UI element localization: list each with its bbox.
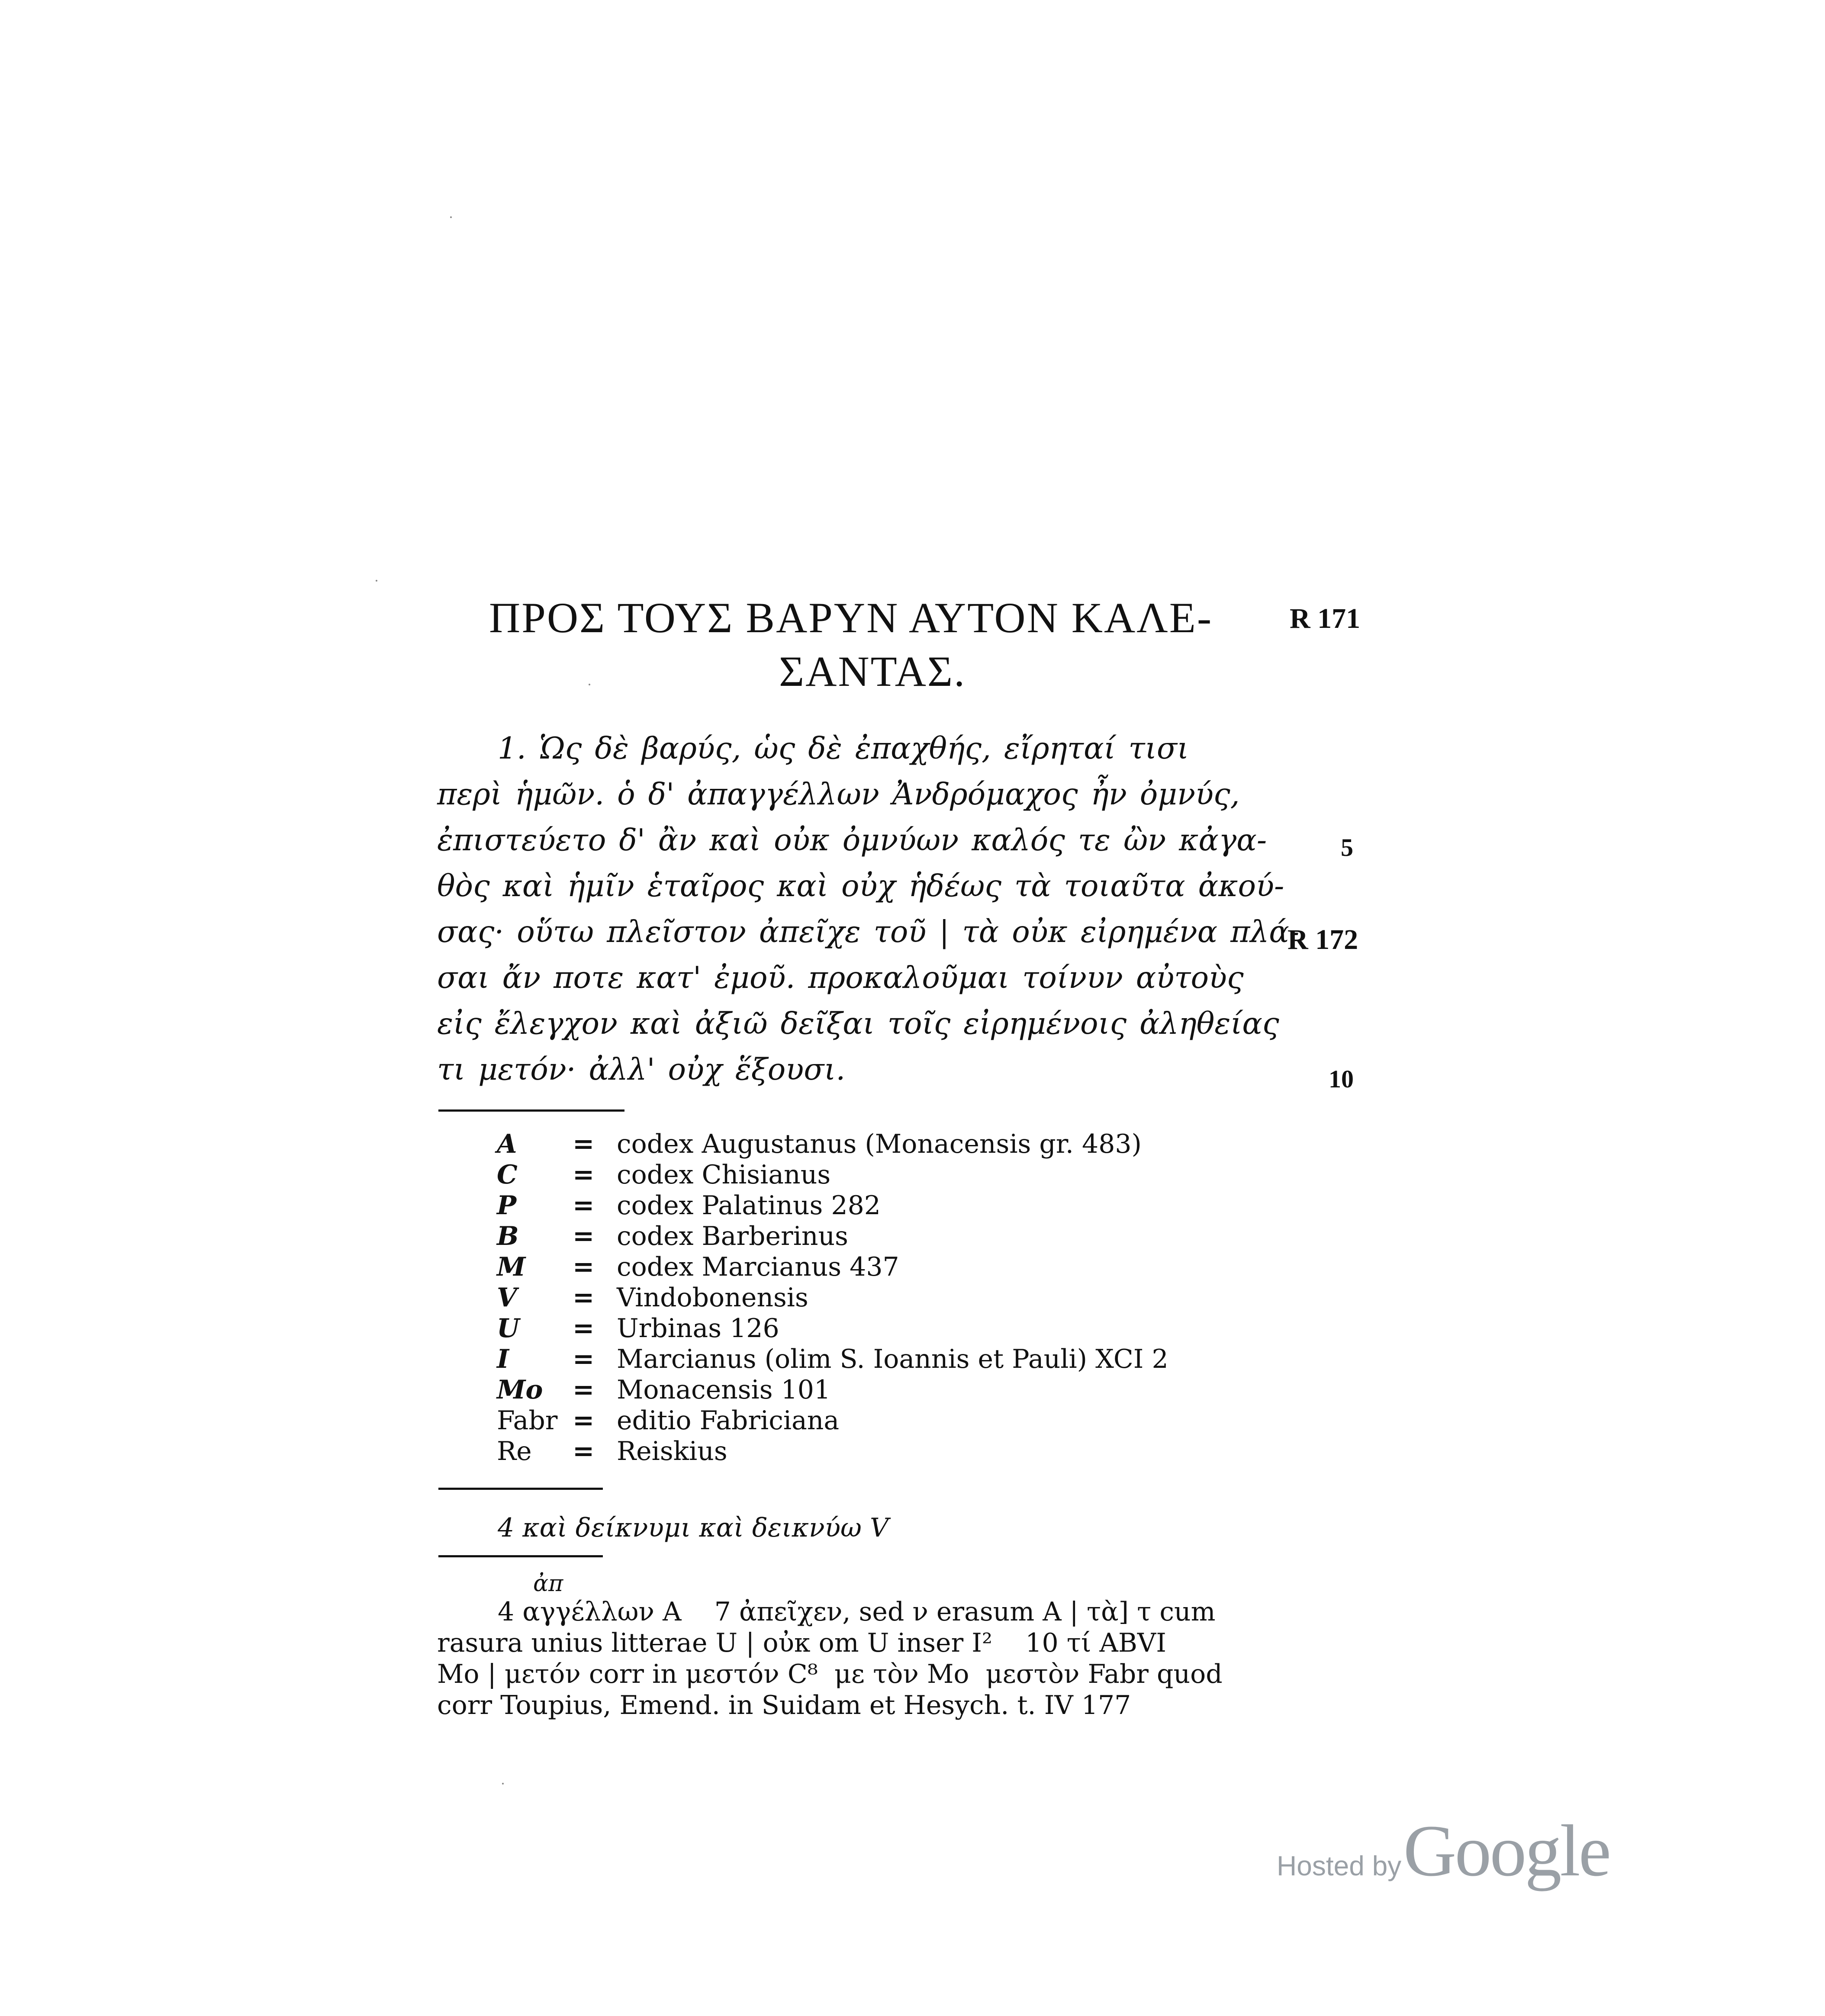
- sigla-row: [497, 1282, 1168, 1313]
- apparatus-superscript: ἀπ: [533, 1571, 563, 1597]
- siglum: C: [497, 1159, 518, 1190]
- apparatus-note-1: [498, 1513, 888, 1543]
- sigla-row: [497, 1159, 1168, 1190]
- apparatus-line-4: corr Toupius, Emend. in Suidam et Hesych. t. IV 177: [437, 1690, 1131, 1720]
- divider-rule: [438, 1488, 603, 1490]
- apparatus-line-1: 4 αγγέλλων A 7 ἀπεῖχεν, sed ν erasum A | τὰ] τ cum: [498, 1597, 1216, 1627]
- equals-sign: =: [573, 1405, 595, 1436]
- line-number-10: 10: [1329, 1065, 1354, 1093]
- hosted-by-text: Hosted by: [1277, 1850, 1402, 1881]
- title-line-1: ΠΡΟΣ ΤΟΥΣ ΒΑΡΥΝ ΑΥΤΟΝ ΚΑΛΕ-: [489, 594, 1213, 642]
- equals-sign: =: [573, 1251, 595, 1282]
- apparatus-line-2: rasura unius litterae U | οὐκ om U inser I² 10 τί ABVI: [437, 1628, 1166, 1658]
- google-watermark: [1277, 1809, 1609, 1893]
- sigla-row: [497, 1129, 1168, 1159]
- equals-sign: =: [573, 1313, 595, 1344]
- reiske-page-ref-171: R 171: [1290, 603, 1361, 634]
- equals-sign: =: [573, 1221, 595, 1251]
- sigla-row: [497, 1190, 1168, 1221]
- siglum-description: Urbinas 126: [617, 1313, 779, 1344]
- speck: [376, 580, 377, 582]
- siglum: Re: [497, 1436, 532, 1466]
- siglum-description: codex Marcianus 437: [617, 1251, 899, 1282]
- speck: [589, 684, 590, 685]
- divider-rule: [438, 1555, 603, 1557]
- sigla-row: [497, 1374, 1168, 1405]
- siglum-description: codex Augustanus (Monacensis gr. 483): [617, 1129, 1142, 1159]
- title-line-2: ΣΑΝΤΑΣ.: [779, 647, 966, 695]
- siglum: I: [497, 1344, 509, 1374]
- text-line-5: σας· οὕτω πλεῖστον ἀπεῖχε τοῦ | τὰ οὐκ εἰρημένα πλά-: [437, 915, 1300, 949]
- siglum: U: [497, 1313, 520, 1344]
- text-line-2: περὶ ἡμῶν. ὁ δ' ἀπαγγέλλων Ἀνδρόμαχος ἦν ὀμνύς,: [437, 777, 1240, 812]
- text-line-7: εἰς ἔλεγχον καὶ ἀξιῶ δεῖξαι τοῖς εἰρημένοις ἀληθείας: [437, 1006, 1279, 1041]
- sigla-row: [497, 1221, 1168, 1251]
- equals-sign: =: [573, 1129, 595, 1159]
- siglum: Mo: [497, 1374, 543, 1405]
- reiske-page-ref-172: R 172: [1287, 924, 1358, 955]
- siglum-description: Marcianus (olim S. Ioannis et Pauli) XCI 2: [617, 1344, 1168, 1374]
- siglum: V: [497, 1282, 517, 1313]
- siglum-description: editio Fabriciana: [617, 1405, 840, 1436]
- speck: [450, 216, 452, 218]
- sigla-row: [497, 1251, 1168, 1282]
- sigla-row: [497, 1313, 1168, 1344]
- siglum: Fabr: [497, 1405, 558, 1436]
- sigla-row: [497, 1436, 1168, 1466]
- siglum-description: Reiskius: [617, 1436, 727, 1466]
- siglum-description: Vindobonensis: [617, 1282, 808, 1313]
- text-line-1: 1. Ὡς δὲ βαρύς, ὡς δὲ ἐπαχθής, εἴρηταί τισι: [498, 731, 1189, 766]
- apparatus-line-3: Mo | μετόν corr in μεστόν C⁸ με τὸν Mo μεστὸν Fabr quod: [437, 1659, 1223, 1689]
- divider-rule: [438, 1109, 624, 1112]
- equals-sign: =: [573, 1190, 595, 1221]
- apparatus-note-1-text: 4 καὶ δείκνυμι καὶ δεικνύω V: [498, 1513, 889, 1543]
- text-line-6: σαι ἄν ποτε κατ' ἐμοῦ. προκαλοῦμαι τοίνυν αὐτοὺς: [437, 961, 1244, 995]
- speck: [502, 1783, 504, 1784]
- equals-sign: =: [573, 1436, 595, 1466]
- equals-sign: =: [573, 1374, 595, 1405]
- line-number-5: 5: [1341, 833, 1353, 862]
- siglum: P: [497, 1190, 517, 1221]
- text-line-3: ἐπιστεύετο δ' ἂν καὶ οὐκ ὀμνύων καλός τε ὢν κἀγα-: [437, 823, 1267, 858]
- sigla-row: [497, 1344, 1168, 1374]
- text-line-8: τι μετόν· ἀλλ' οὐχ ἕξουσι.: [437, 1052, 846, 1087]
- equals-sign: =: [573, 1159, 595, 1190]
- text-line-4: θὸς καὶ ἡμῖν ἑταῖρος καὶ οὐχ ἡδέως τὰ τοιαῦτα ἀκού-: [437, 869, 1284, 904]
- google-logo: Google: [1403, 1810, 1610, 1891]
- siglum-description: Monacensis 101: [617, 1374, 831, 1405]
- siglum: B: [497, 1221, 519, 1251]
- sigla-table: [497, 1129, 1168, 1466]
- siglum-description: codex Palatinus 282: [617, 1190, 881, 1221]
- siglum: M: [497, 1251, 526, 1282]
- siglum-description: codex Barberinus: [617, 1221, 848, 1251]
- siglum: A: [497, 1129, 517, 1159]
- sigla-row: [497, 1405, 1168, 1436]
- siglum-description: codex Chisianus: [617, 1159, 831, 1190]
- equals-sign: =: [573, 1282, 595, 1313]
- equals-sign: =: [573, 1344, 595, 1374]
